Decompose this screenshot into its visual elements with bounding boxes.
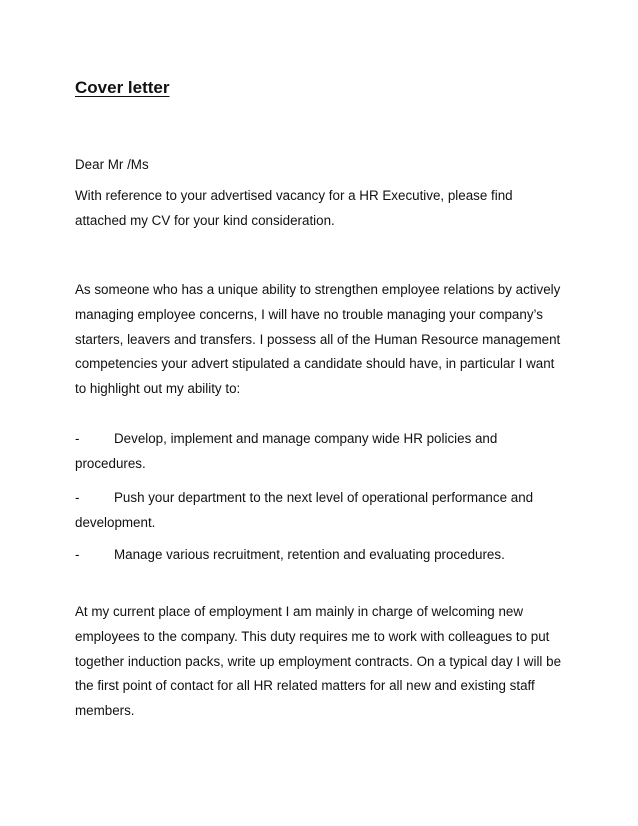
bullet-dash: - (75, 431, 80, 446)
paragraph-intro: With reference to your advertised vacancy for a HR Executive, please find attached my CV for your kind consideration. (75, 188, 513, 228)
greeting: Dear Mr /Ms (75, 157, 149, 172)
paragraph-current-role: At my current place of employment I am mainly in charge of welcoming new employees to the company. This duty requires me to work with colleagues to put together induction packs, write up employment contracts. On a typical day I will be the first point of contact for all HR related matters for all new and existing staff members. (75, 604, 562, 719)
bullet-text: Push your department to the next level of operational performance and development. (75, 490, 534, 530)
bullet-text: Develop, implement and manage company wide HR policies and procedures. (75, 431, 498, 471)
bullet-text: Manage various recruitment, retention and evaluating procedures. (114, 547, 505, 562)
bullet-item (75, 543, 565, 568)
bullet-dash: - (75, 490, 80, 505)
paragraph-abilities: As someone who has a unique ability to strengthen employee relations by actively managing employee concerns, I will have no trouble managing your company’s starters, leavers and transfers. I possess all of the Human Resource management competencies your advert stipulated a candidate should have, in particular I want to highlight out my ability to: (75, 282, 561, 397)
bullet-item (75, 427, 565, 477)
bullet-dash: - (75, 547, 80, 562)
document-title: Cover letter (75, 78, 170, 97)
bullet-item (75, 486, 565, 536)
